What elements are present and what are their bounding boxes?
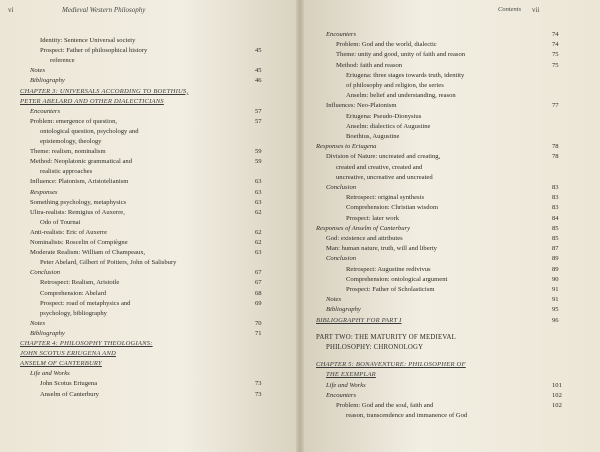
toc-entry-page: 77 — [552, 102, 559, 110]
toc-entry — [30, 188, 262, 197]
toc-entry-page: 85 — [552, 224, 559, 232]
toc-entry-title: Boethius, Augustine — [346, 133, 400, 140]
toc-entry-title: Anselm: belief and understanding, reason — [346, 92, 456, 100]
toc-entry — [40, 278, 262, 287]
toc-entry — [30, 177, 262, 186]
toc-entry — [346, 275, 559, 284]
toc-entry — [40, 127, 255, 136]
toc-entry-page: 59 — [255, 158, 262, 166]
toc-entry-title: Identity: Sentence Universal society — [40, 37, 136, 44]
toc-entry — [30, 208, 262, 217]
toc-entry — [30, 228, 262, 237]
toc-entry-page: 89 — [552, 265, 559, 273]
toc-entry-title: Theme: realism, nominalism — [30, 148, 106, 156]
toc-entry-title: Responses of Anselm of Canterbury — [316, 224, 411, 232]
toc-entry — [40, 36, 255, 45]
toc-entry — [326, 295, 559, 304]
toc-entry-page: 96 — [552, 316, 559, 324]
toc-entry-title: Conclusion — [326, 255, 357, 263]
toc-entry-title: Ultra-realists: Remigius of Auxerre, — [30, 208, 125, 216]
toc-entry-title: psychology, bibliography — [40, 309, 107, 317]
toc-entry-title: Comprehension: Christian wisdom — [346, 204, 438, 212]
toc-entry-title: Division of Nature: uncreated and creating, — [326, 153, 441, 161]
toc-entry — [326, 244, 559, 253]
toc-entry-page: 75 — [552, 61, 559, 69]
toc-entry-title: Prospect: Father of Scholasticism — [346, 286, 435, 293]
toc-entry-title: Problem: emergence of question, — [30, 117, 118, 125]
toc-entry-page: 71 — [255, 329, 262, 337]
toc-entry-page: 59 — [255, 148, 262, 156]
toc-entry — [346, 81, 552, 90]
toc-entry — [336, 163, 552, 172]
toc-entry-page: 69 — [255, 299, 262, 307]
toc-entry-page: 101 — [552, 381, 562, 389]
toc-entry-title: Bibliography — [326, 306, 361, 314]
toc-entry-title: BIBLIOGRAPHY FOR PART I — [316, 316, 402, 324]
toc-entry — [346, 193, 559, 202]
toc-entry — [40, 309, 255, 318]
toc-entry — [30, 268, 262, 277]
toc-entry — [326, 30, 559, 39]
toc-entry-title: Nominalists: Roscelin of Compiègne — [30, 239, 128, 246]
toc-entry — [316, 333, 552, 342]
toc-entry — [346, 122, 552, 131]
left-page-number: vi — [8, 6, 14, 14]
toc-entry-title: PHILOSOPHY: CHRONOLOGY — [326, 344, 424, 351]
toc-entry-title: Anselm of Canterbury — [40, 390, 99, 398]
toc-entry — [326, 370, 552, 379]
toc-entry-title: ANSELM OF CANTERBURY — [20, 360, 102, 368]
toc-entry-page: 63 — [255, 188, 262, 196]
toc-entry-title: Bibliography — [30, 77, 65, 85]
toc-entry-title: Notes — [30, 319, 46, 327]
toc-entry — [40, 46, 262, 55]
toc-entry-page: 102 — [552, 391, 562, 399]
toc-entry-title: Prospect: road of metaphysics and — [40, 299, 131, 307]
toc-entry — [30, 76, 262, 85]
toc-entry — [30, 147, 262, 156]
toc-entry-page: 90 — [552, 275, 559, 283]
toc-entry-page: 70 — [255, 319, 262, 327]
toc-entry-title: God: existence and attributes — [326, 235, 403, 242]
toc-entry-page: 67 — [255, 279, 262, 287]
toc-entry — [30, 319, 262, 328]
toc-entry-page: 84 — [552, 214, 559, 222]
toc-entry-page: 83 — [552, 194, 559, 202]
toc-entry-page: 74 — [552, 31, 559, 38]
toc-entry-title: reason, transcendence and immanence of God — [346, 412, 468, 420]
toc-entry-title: of philosophy and religion, the series — [346, 82, 444, 89]
toc-entry-title: Anti-realists: Eric of Auxerre — [30, 228, 108, 236]
toc-entry-title: CHAPTER 5: BONAVENTURE: PHILOSOPHER OF — [316, 361, 466, 369]
toc-entry-page: 87 — [552, 245, 559, 253]
toc-entry — [20, 359, 255, 368]
toc-entry-page: 63 — [255, 249, 262, 257]
toc-entry — [346, 265, 559, 274]
toc-entry-page: 57 — [255, 117, 262, 125]
toc-entry-title: Prospect: later work — [346, 214, 400, 222]
toc-entry-page: 74 — [552, 41, 559, 49]
toc-entry-title: Conclusion — [326, 184, 357, 191]
toc-entry — [40, 258, 255, 267]
toc-entry-title: Responses — [30, 188, 58, 196]
toc-entry — [346, 411, 552, 420]
toc-entry — [316, 224, 559, 233]
toc-entry — [50, 56, 255, 65]
toc-entry-page: 45 — [255, 47, 262, 55]
toc-entry-title: Retrospect: Realism, Aristotle — [40, 279, 120, 287]
toc-entry — [336, 401, 562, 410]
toc-entry-title: Influence: Platonism, Aristotelianism — [30, 178, 129, 186]
toc-entry — [326, 343, 552, 352]
toc-entry-title: Problem: God and the world, dialectic — [336, 41, 437, 49]
toc-entry — [20, 87, 255, 96]
toc-entry-title: uncreative, uncreative and uncreated — [336, 173, 433, 181]
toc-entry-title: Something psychology, metaphysics — [30, 198, 127, 206]
toc-entry — [326, 254, 559, 263]
toc-entry-page: 102 — [552, 402, 562, 409]
toc-entry-title: Method: faith and reason — [336, 61, 403, 69]
toc-entry-page: 73 — [255, 390, 262, 398]
toc-entry — [316, 360, 552, 369]
toc-entry — [326, 381, 562, 390]
toc-entry-title: THE EXEMPLAR — [326, 371, 376, 379]
toc-entry — [346, 203, 559, 212]
toc-entry-page: 73 — [255, 380, 262, 388]
toc-entry — [336, 173, 552, 182]
toc-entry — [30, 238, 262, 247]
toc-entry-title: Encounters — [326, 391, 357, 399]
toc-entry-page: 46 — [255, 77, 262, 85]
toc-entry-title: Prospect: Father of philosophical history — [40, 47, 148, 55]
toc-entry — [40, 379, 262, 388]
toc-entry — [20, 349, 255, 358]
toc-entry — [40, 218, 255, 227]
toc-entry — [40, 390, 262, 399]
toc-entry-title: Influences: Neo-Platonism — [326, 102, 397, 110]
toc-entry — [30, 248, 262, 257]
toc-entry-title: realistic approaches — [40, 168, 93, 176]
toc-entry-page: 95 — [552, 306, 559, 314]
toc-entry — [336, 40, 559, 49]
toc-entry — [30, 198, 262, 207]
toc-entry-page: 91 — [552, 286, 559, 293]
toc-entry — [326, 305, 559, 314]
toc-entry — [346, 71, 552, 80]
toc-entry-title: epistemology, theology — [40, 138, 102, 145]
toc-entry-title: PART TWO: THE MATURITY OF MEDIEVAL — [316, 333, 457, 341]
left-running-title: Medieval Western Philosophy — [62, 6, 146, 14]
toc-entry — [326, 391, 562, 400]
toc-entry-page: 91 — [552, 296, 559, 304]
toc-entry-page: 62 — [255, 228, 262, 236]
toc-entry-title: Comprehension: Abelard — [40, 289, 107, 297]
toc-entry-title: reference — [50, 57, 75, 65]
toc-entry — [30, 157, 262, 166]
toc-entry-title: Anselm: dialectics of Augustine — [346, 122, 431, 130]
toc-entry-title: Encounters — [326, 31, 357, 38]
toc-entry-page: 85 — [552, 235, 559, 242]
toc-entry — [336, 50, 559, 59]
toc-entry-title: PETER ABELARD AND OTHER DIALECTICIANS — [20, 97, 164, 105]
toc-entry-page: 68 — [255, 289, 262, 297]
toc-entry — [346, 112, 552, 121]
toc-entry-title: Man: human nature, truth, will and liberty — [326, 245, 437, 253]
toc-entry-title: Responses to Eriugena — [316, 143, 377, 151]
toc-entry — [30, 329, 262, 338]
toc-entry-page: 62 — [255, 208, 262, 216]
toc-entry-page: 75 — [552, 51, 559, 59]
toc-entry — [346, 285, 559, 294]
toc-entry-title: Retrospect: Augustine redivivus — [346, 265, 431, 273]
toc-entry-title: Eriugena: three stages towards truth, identity — [346, 71, 465, 79]
toc-entry — [316, 316, 559, 325]
toc-entry-title: Notes — [30, 67, 46, 75]
toc-entry — [30, 107, 262, 116]
toc-entry-title: JOHN SCOTUS ERIUGENA AND — [20, 350, 116, 358]
toc-entry-title: Eriugena: Pseudo-Dionysius — [346, 112, 422, 120]
toc-entry-title: Peter Abelard, Gilbert of Poitiers, John of Salisbury — [40, 259, 177, 267]
toc-entry-title: Life and Works — [326, 381, 366, 389]
toc-entry — [40, 299, 262, 308]
toc-entry-title: CHAPTER 3: UNIVERSALS ACCORDING TO BOETHIUS, — [20, 87, 189, 95]
toc-entry-page: 63 — [255, 198, 262, 206]
toc-entry-page: 62 — [255, 239, 262, 246]
toc-entry-title: Method: Neoplatonic grammatical and — [30, 158, 132, 166]
toc-entry — [20, 339, 255, 348]
book-gutter — [296, 0, 304, 452]
toc-entry-title: Odo of Tournai — [40, 218, 81, 226]
toc-entry-title: Life and Works — [30, 370, 70, 378]
toc-entry — [30, 369, 255, 378]
toc-entry-title: created and creative, created and — [336, 163, 423, 171]
toc-entry-page: 45 — [255, 67, 262, 75]
toc-entry — [346, 132, 552, 141]
toc-entry — [30, 66, 262, 75]
toc-entry — [346, 91, 552, 100]
toc-entry — [326, 234, 559, 243]
toc-entry-title: Retrospect: original synthesis — [346, 194, 425, 202]
toc-entry-title: John Scotus Eriugena — [40, 380, 98, 388]
toc-entry-title: Conclusion — [30, 269, 61, 277]
toc-entry-page: 67 — [255, 269, 262, 277]
right-page — [300, 0, 600, 452]
toc-entry — [40, 289, 262, 298]
toc-entry-page: 78 — [552, 153, 559, 161]
toc-entry-page: 57 — [255, 107, 262, 115]
toc-entry — [346, 214, 559, 223]
toc-entry-page: 89 — [552, 255, 559, 263]
toc-entry-title: Theme: unity and good, unity of faith and reason — [336, 51, 466, 59]
toc-entry — [316, 142, 559, 151]
toc-entry-title: Encounters — [30, 107, 61, 115]
toc-entry — [326, 101, 559, 110]
toc-entry-page: 83 — [552, 204, 559, 212]
toc-entry-title: Bibliography — [30, 329, 65, 337]
toc-entry-page: 63 — [255, 178, 262, 186]
toc-entry-title: Comprehension: ontological argument — [346, 275, 448, 283]
toc-entry-title: ontological question, psychology and — [40, 127, 139, 135]
toc-entry — [40, 137, 255, 146]
toc-entry-page: 83 — [552, 184, 559, 191]
toc-entry-title: Problem: God and the soul, faith and — [336, 402, 434, 409]
toc-entry — [336, 61, 559, 70]
toc-entry — [326, 183, 559, 192]
toc-entry — [326, 152, 559, 161]
toc-entry — [20, 97, 255, 106]
toc-entry-page: 78 — [552, 143, 559, 151]
right-running-title: Contents — [498, 6, 522, 13]
right-page-number: vii — [532, 6, 540, 14]
toc-entry — [40, 167, 255, 176]
toc-entry — [30, 117, 262, 126]
toc-entry-title: CHAPTER 4: PHILOSOPHY THEOLOGIANS: — [20, 340, 153, 347]
toc-entry-title: Notes — [326, 296, 342, 304]
toc-entry-title: Moderate Realism: William of Champeaux, — [30, 249, 146, 257]
